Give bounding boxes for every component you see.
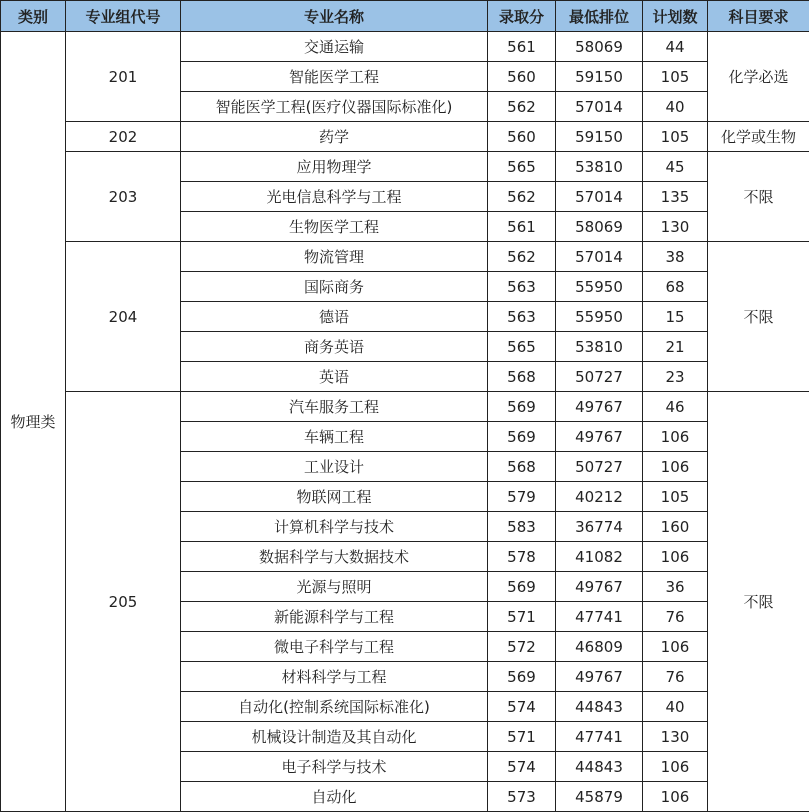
score-cell: 572 [488,632,556,662]
major-cell: 材料科学与工程 [181,662,488,692]
major-cell: 生物医学工程 [181,212,488,242]
plan-cell: 76 [643,662,708,692]
score-cell: 560 [488,62,556,92]
plan-cell: 44 [643,32,708,62]
major-cell: 物联网工程 [181,482,488,512]
score-cell: 571 [488,722,556,752]
plan-cell: 40 [643,692,708,722]
major-cell: 物流管理 [181,242,488,272]
header-requirement: 科目要求 [708,1,809,32]
major-cell: 车辆工程 [181,422,488,452]
min-rank-cell: 57014 [556,242,643,272]
min-rank-cell: 59150 [556,62,643,92]
min-rank-cell: 50727 [556,362,643,392]
major-cell: 光源与照明 [181,572,488,602]
score-cell: 568 [488,362,556,392]
requirement-cell: 不限 [708,242,809,392]
score-cell: 562 [488,182,556,212]
min-rank-cell: 36774 [556,512,643,542]
plan-cell: 40 [643,92,708,122]
min-rank-cell: 41082 [556,542,643,572]
major-cell: 商务英语 [181,332,488,362]
major-cell: 新能源科学与工程 [181,602,488,632]
min-rank-cell: 58069 [556,32,643,62]
min-rank-cell: 58069 [556,212,643,242]
score-cell: 583 [488,512,556,542]
requirement-cell: 化学必选 [708,32,809,122]
score-cell: 578 [488,542,556,572]
major-cell: 电子科学与技术 [181,752,488,782]
score-cell: 568 [488,452,556,482]
major-cell: 汽车服务工程 [181,392,488,422]
group-code-cell: 201 [66,32,181,122]
plan-cell: 160 [643,512,708,542]
header-plan: 计划数 [643,1,708,32]
min-rank-cell: 53810 [556,332,643,362]
score-cell: 569 [488,662,556,692]
table-row [1,122,809,152]
major-cell: 机械设计制造及其自动化 [181,722,488,752]
header-category: 类别 [1,1,66,32]
major-cell: 智能医学工程 [181,62,488,92]
min-rank-cell: 40212 [556,482,643,512]
plan-cell: 46 [643,392,708,422]
requirement-cell: 化学或生物 [708,122,809,152]
score-cell: 569 [488,572,556,602]
group-code-cell: 203 [66,152,181,242]
score-cell: 569 [488,422,556,452]
plan-cell: 105 [643,122,708,152]
plan-cell: 106 [643,542,708,572]
min-rank-cell: 55950 [556,272,643,302]
score-cell: 565 [488,332,556,362]
score-cell: 571 [488,602,556,632]
plan-cell: 105 [643,62,708,92]
table-row [1,392,809,422]
requirement-cell: 不限 [708,392,809,812]
major-cell: 工业设计 [181,452,488,482]
min-rank-cell: 57014 [556,182,643,212]
group-code-cell: 204 [66,242,181,392]
plan-cell: 130 [643,722,708,752]
min-rank-cell: 49767 [556,662,643,692]
min-rank-cell: 44843 [556,752,643,782]
category-cell: 物理类 [1,32,66,812]
requirement-cell: 不限 [708,152,809,242]
min-rank-cell: 53810 [556,152,643,182]
major-cell: 药学 [181,122,488,152]
score-cell: 561 [488,212,556,242]
major-cell: 英语 [181,362,488,392]
plan-cell: 135 [643,182,708,212]
plan-cell: 21 [643,332,708,362]
major-cell: 交通运输 [181,32,488,62]
header-min-rank: 最低排位 [556,1,643,32]
min-rank-cell: 49767 [556,572,643,602]
min-rank-cell: 45879 [556,782,643,812]
plan-cell: 106 [643,452,708,482]
table-row [1,152,809,182]
major-cell: 数据科学与大数据技术 [181,542,488,572]
min-rank-cell: 49767 [556,392,643,422]
plan-cell: 106 [643,752,708,782]
score-cell: 574 [488,692,556,722]
major-cell: 微电子科学与工程 [181,632,488,662]
major-cell: 国际商务 [181,272,488,302]
min-rank-cell: 50727 [556,452,643,482]
table-row [1,32,809,62]
score-cell: 562 [488,242,556,272]
min-rank-cell: 47741 [556,602,643,632]
score-cell: 561 [488,32,556,62]
score-cell: 562 [488,92,556,122]
header-major: 专业名称 [181,1,488,32]
plan-cell: 76 [643,602,708,632]
min-rank-cell: 57014 [556,92,643,122]
major-cell: 应用物理学 [181,152,488,182]
plan-cell: 106 [643,422,708,452]
plan-cell: 130 [643,212,708,242]
score-cell: 573 [488,782,556,812]
plan-cell: 23 [643,362,708,392]
score-cell: 579 [488,482,556,512]
header-group-code: 专业组代号 [66,1,181,32]
plan-cell: 45 [643,152,708,182]
plan-cell: 38 [643,242,708,272]
plan-cell: 36 [643,572,708,602]
min-rank-cell: 46809 [556,632,643,662]
table-body [1,32,809,812]
major-cell: 计算机科学与技术 [181,512,488,542]
min-rank-cell: 47741 [556,722,643,752]
plan-cell: 15 [643,302,708,332]
header-score: 录取分 [488,1,556,32]
score-cell: 574 [488,752,556,782]
plan-cell: 68 [643,272,708,302]
plan-cell: 106 [643,782,708,812]
group-code-cell: 202 [66,122,181,152]
major-cell: 智能医学工程(医疗仪器国际标准化) [181,92,488,122]
min-rank-cell: 44843 [556,692,643,722]
major-cell: 自动化 [181,782,488,812]
min-rank-cell: 55950 [556,302,643,332]
plan-cell: 105 [643,482,708,512]
score-cell: 569 [488,392,556,422]
major-cell: 自动化(控制系统国际标准化) [181,692,488,722]
min-rank-cell: 59150 [556,122,643,152]
score-cell: 565 [488,152,556,182]
group-code-cell: 205 [66,392,181,812]
min-rank-cell: 49767 [556,422,643,452]
table-row [1,242,809,272]
major-cell: 光电信息科学与工程 [181,182,488,212]
header-row [1,1,809,32]
score-cell: 563 [488,302,556,332]
score-cell: 560 [488,122,556,152]
plan-cell: 106 [643,632,708,662]
major-cell: 德语 [181,302,488,332]
score-cell: 563 [488,272,556,302]
